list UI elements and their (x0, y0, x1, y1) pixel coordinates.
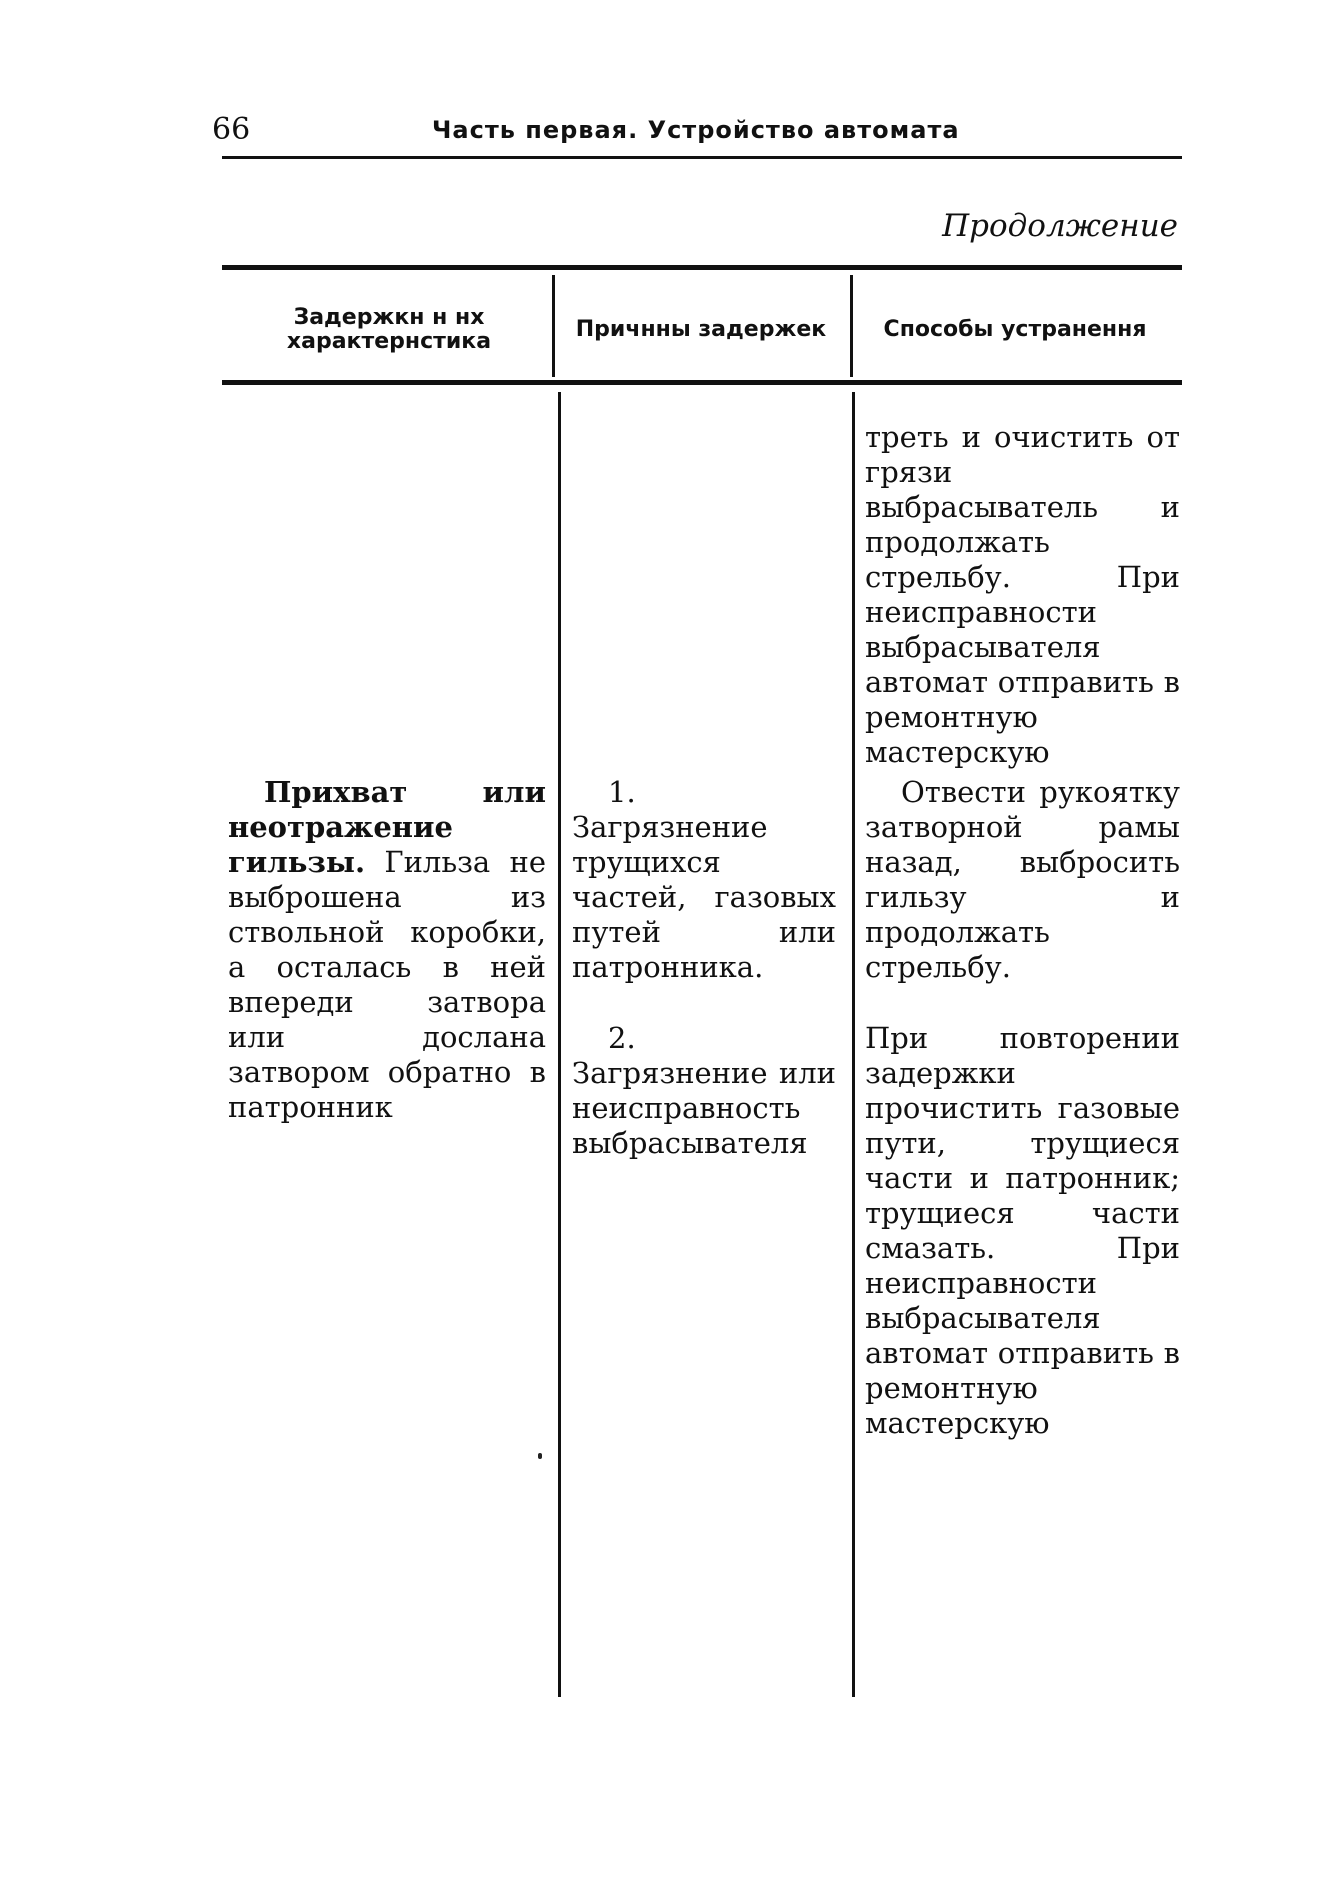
causes-cell (572, 775, 836, 1161)
cause-2: 2. Загрязнение или неисправность выбрасывателя (572, 1021, 836, 1160)
remedy-2: При повторении задержки прочистить газовые пути, трущиеся части и патронник; трущиеся части смазать. При неисправности выбрасывателя автомат отправить в ремонтную мастерскую (865, 1021, 1180, 1440)
header-rule (222, 156, 1182, 159)
delay-cell (228, 775, 546, 1125)
column-header-remedies (854, 280, 1176, 380)
page-number: 66 (212, 112, 251, 147)
cause-1: 1. Загрязнение трущихся частей, газовых путей или патронника. (572, 775, 836, 984)
column-header-remedies-text: Способы устранення (883, 317, 1147, 342)
remedies-cell (865, 775, 1180, 1441)
table-header-rule (222, 380, 1182, 385)
delay-title: Прихват или неотражение гильзы. (228, 775, 546, 879)
remedy-carryover-text: треть и очистить от грязи выбрасыватель и продолжать стрельбу. При неисправности выбрасывателя автомат отправить в ремонтную мастерскую (865, 420, 1180, 769)
column-header-delay (230, 280, 548, 380)
remedy-carryover (865, 420, 1180, 770)
delay-description: Гильза не выброшена из ствольной коробки, а осталась в ней впереди затвора или дослана затвором обратно в патронник (228, 845, 546, 1124)
header-divider-2 (850, 275, 853, 377)
running-title: Часть первая. Устройство автомата (432, 116, 960, 144)
column-header-causes (556, 280, 846, 380)
continuation-label: Продолжение (942, 208, 1178, 244)
body-divider-2 (852, 392, 855, 1697)
header-divider-1 (552, 275, 555, 377)
column-header-delay-text: Задержкн н нх характернстика (286, 305, 492, 354)
remedy-1: Отвести рукоятку затворной рамы назад, выбросить гильзу и продолжать стрельбу. (865, 775, 1180, 984)
scan-speck (538, 1453, 542, 1459)
table-top-rule (222, 265, 1182, 270)
body-divider-1 (558, 392, 561, 1697)
column-header-causes-text: Причнны задержек (575, 317, 827, 342)
